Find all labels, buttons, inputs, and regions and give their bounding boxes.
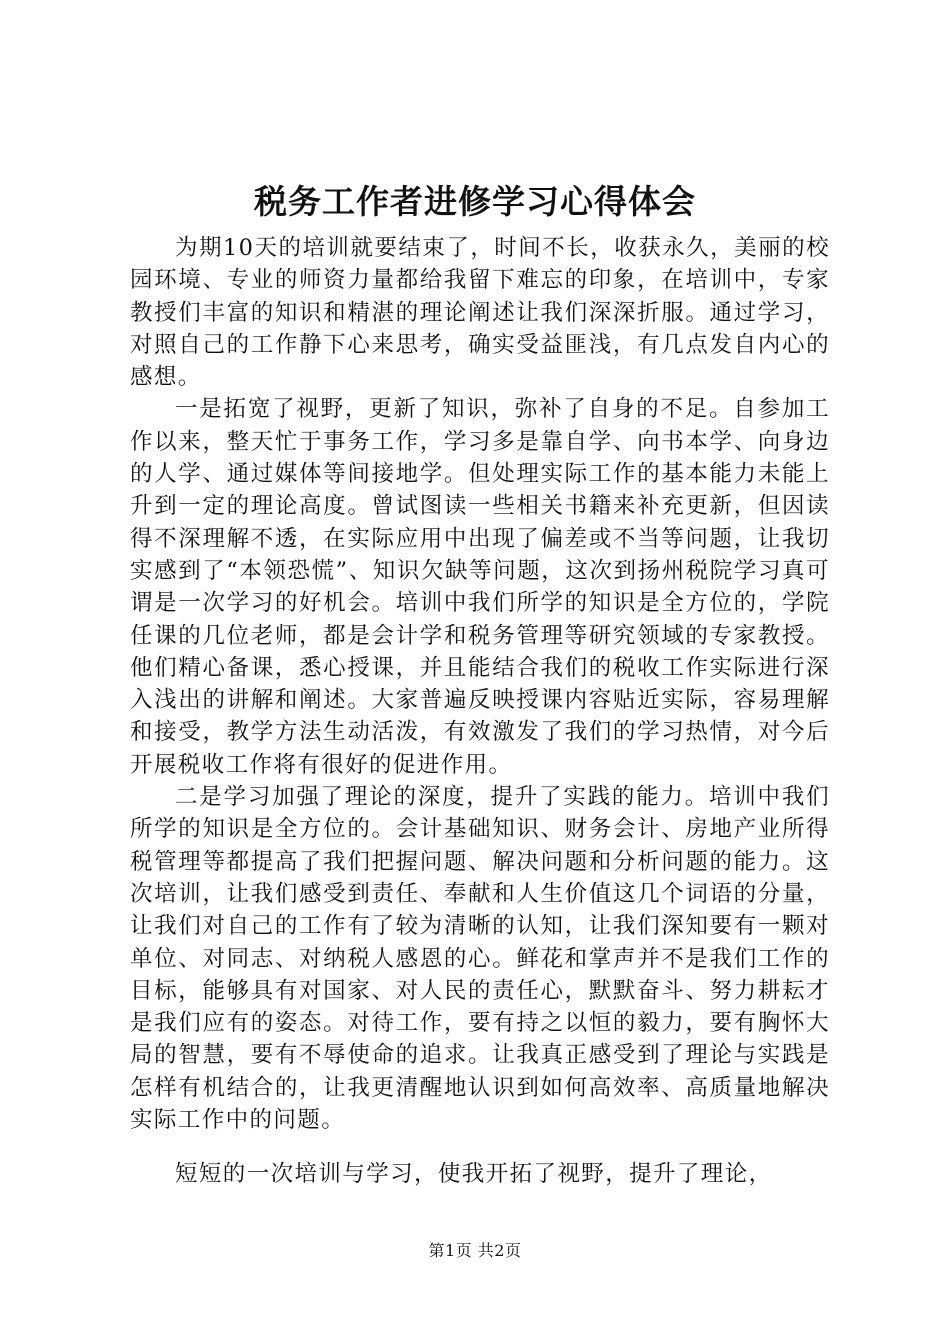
paragraph-point-two: 二是学习加强了理论的深度，提升了实践的能力。培训中我们所学的知识是全方位的。会计基础知识、财务会计、房地产业所得税管理等都提高了我们把握问题、解决问题和分析问题的能力。这次培训，让我们感受到责任、奉献和人生价值这几个词语的分量，让我们对自己的工作有了较为清晰的认知，让我们深知要有一颗对单位、对同志、对纳税人感恩的心。鲜花和掌声并不是我们工作的目标，能够具有对国家、对人民的责任心，默默奋斗、努力耕耘才是我们应有的姿态。对待工作，要有持之以恒的毅力，要有胸怀大局的智慧，要有不辱使命的追求。让我真正感受到了理论与实践是怎样有机结合的，让我更清醒地认识到如何高效率、高质量地解决实际工作中的问题。 [130, 784, 830, 1134]
document-body [130, 232, 830, 1191]
paragraph-point-one: 一是拓宽了视野，更新了知识，弥补了自身的不足。自参加工作以来，整天忙于事务工作，学习多是靠自学、向书本学、向身边的人学、通过媒体等间接地学。但处理实际工作的基本能力未能上升到一定的理论高度。曾试图读一些相关书籍来补充更新，但因读得不深理解不透，在实际应用中出现了偏差或不当等问题，让我切实感到了“本领恐慌”、知识欠缺等问题，这次到扬州税院学习真可谓是一次学习的好机会。培训中我们所学的知识是全方位的，学院任课的几位老师，都是会计学和税务管理等研究领域的专家教授。他们精心备课，悉心授课，并且能结合我们的税收工作实际进行深入浅出的讲解和阐述。大家普遍反映授课内容贴近实际，容易理解和接受，教学方法生动活泼，有效激发了我们的学习热情，对今后开展税收工作将有很好的促进作用。 [130, 396, 830, 778]
document-title: 税务工作者进修学习心得体会 [254, 182, 696, 221]
paragraph-conclusion: 短短的一次培训与学习，使我开拓了视野，提升了理论， [175, 1161, 773, 1188]
paragraph-intro: 为期10天的培训就要结束了，时间不长，收获永久，美丽的校园环境、专业的师资力量都给我留下难忘的印象，在培训中，专家教授们丰富的知识和精湛的理论阐述让我们深深折服。通过学习，对照自己的工作静下心来思考，确实受益匪浅，有几点发自内心的感想。 [130, 235, 830, 391]
page-number-footer: 第1页 共2页 [428, 1241, 522, 1260]
